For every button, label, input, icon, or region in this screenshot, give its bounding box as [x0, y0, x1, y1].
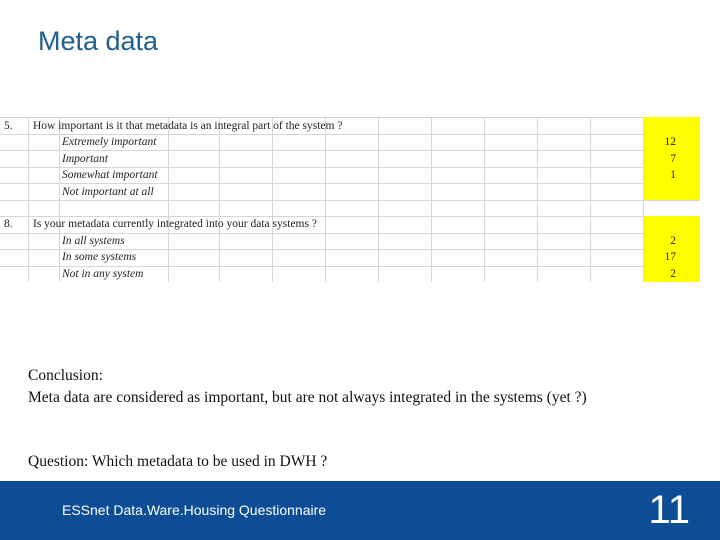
grid-line — [537, 117, 538, 282]
survey-results-table — [0, 117, 700, 282]
grid-line — [325, 117, 326, 282]
question-number: 5. — [4, 120, 13, 132]
grid-line — [590, 117, 591, 282]
grid-line — [59, 117, 60, 282]
option-label: In all systems — [62, 235, 125, 247]
option-label: In some systems — [62, 251, 137, 263]
question-text: Question: Which metadata to be used in DWH ? — [28, 453, 328, 470]
option-count: 12 — [664, 136, 676, 148]
footer-bar — [0, 481, 720, 540]
grid-line — [431, 117, 432, 282]
option-count: 1 — [670, 169, 676, 181]
grid-line — [0, 200, 700, 201]
option-count: 2 — [670, 235, 676, 247]
footer-text: ESSnet Data.Ware.Housing Questionnaire — [62, 502, 327, 518]
option-label: Not important at all — [62, 186, 154, 198]
grid-line — [168, 117, 169, 282]
option-count: 7 — [670, 153, 676, 165]
conclusion-text: Meta data are considered as important, but are not always integrated in the systems (yet ?) — [28, 389, 587, 406]
option-label: Not in any system — [62, 268, 144, 280]
question-number: 8. — [4, 218, 13, 230]
option-count: 2 — [670, 268, 676, 280]
option-label: Extremely important — [62, 136, 157, 148]
slide-title: Meta data — [38, 26, 159, 56]
grid-line — [378, 117, 379, 282]
option-label: Somewhat important — [62, 169, 158, 181]
grid-line — [28, 117, 29, 282]
option-count: 17 — [664, 251, 676, 263]
page-number: 11 — [648, 488, 690, 532]
option-label: Important — [62, 153, 108, 165]
grid-line — [484, 117, 485, 282]
question-text: Is your metadata currently integrated into your data systems ? — [33, 218, 317, 230]
conclusion-label: Conclusion: — [28, 367, 103, 384]
grid-line — [272, 117, 273, 282]
question-text: How important is it that metadata is an integral part of the system ? — [33, 120, 343, 132]
grid-line — [219, 117, 220, 282]
